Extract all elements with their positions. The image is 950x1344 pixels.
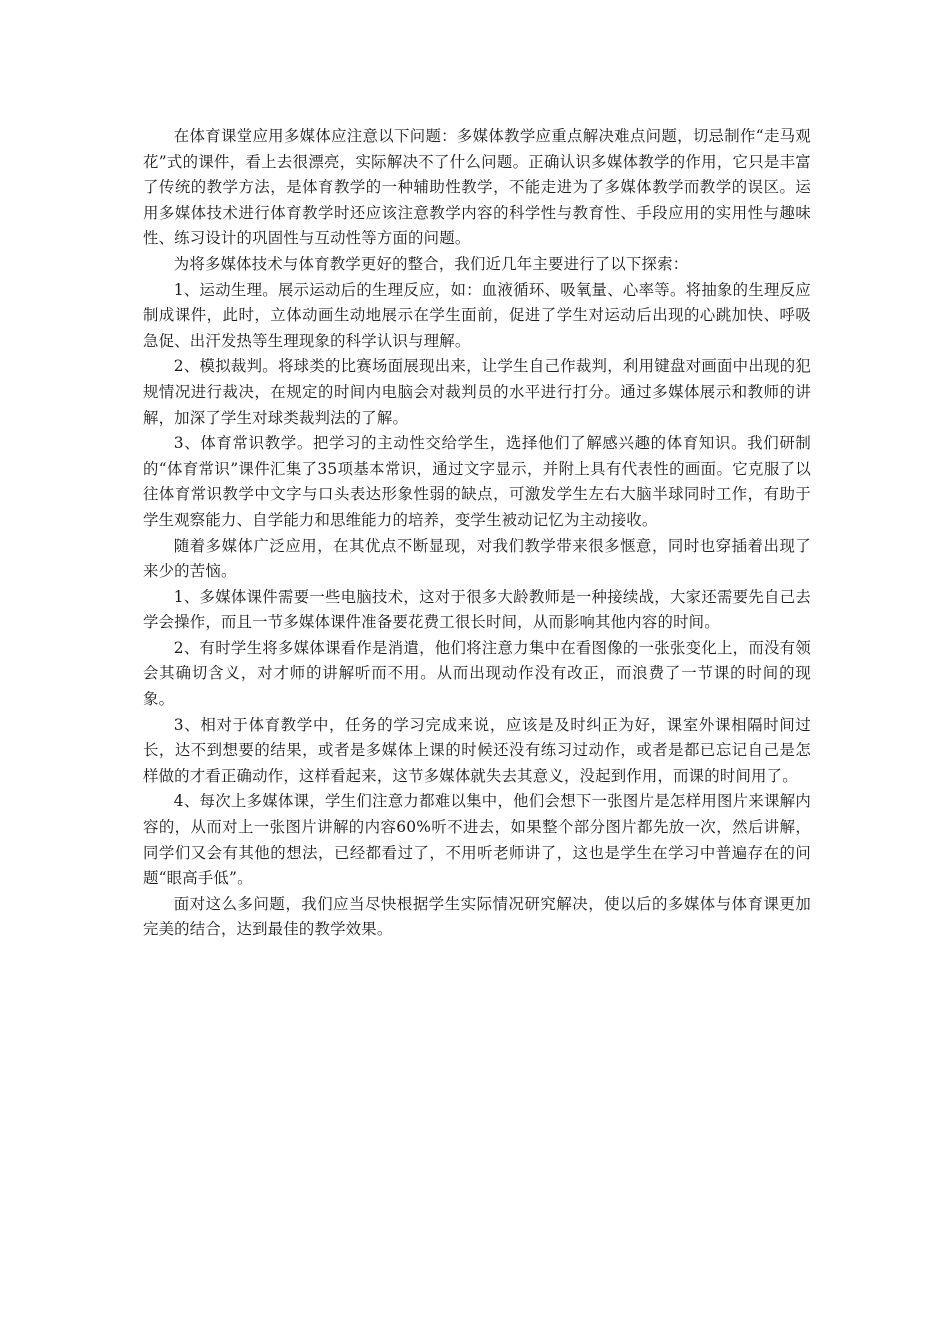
paragraph-problem-4: 4、每次上多媒体课，学生们注意力都难以集中，他们会想下一张图片是怎样用图片来课解内容的，从而对上一张图片讲解的内容60%听不进去，如果整个部分图片都先放一次，然后讲解，同学们又会有其他的想法，已经都看过了，不用听老师讲了，这也是学生在学习中普遍存在的问题“眼高手低”。 — [143, 792, 811, 888]
paragraph-exploration-lead: 为将多媒体技术与体育教学更好的整合，我们近几年主要进行了以下探索： — [173, 254, 689, 273]
paragraph-sports-knowledge: 3、体育常识教学。把学习的主动性交给学生，选择他们了解感兴趣的体育知识。我们研制的“体育常识”课件汇集了35项基本常识，通过文字显示，并附上具有代表性的画面。它克服了以往体育常识教学中文字与口头表达形象性弱的缺点，可激发学生左右大脑半球同时工作，有助于学生观察能力、自学能力和思维能力的培养，变学生被动记忆为主动接收。 — [143, 434, 811, 529]
paragraph-problem-1: 1、多媒体课件需要一些电脑技术，这对于很多大龄教师是一种接续战，大家还需要先自己去学会操作，而且一节多媒体课件准备要花费工很长时间，从而影响其他内容的时间。 — [143, 587, 811, 632]
paragraph-sport-physiology: 1、运动生理。展示运动后的生理反应，如：血液循环、吸氧量、心率等。将抽象的生理反应制成课件，此时，立体动画生动地展示在学生面前，促进了学生对运动后出现的心跳加快、呼吸急促、出汗发热等生理现象的科学认识与理解。 — [143, 280, 811, 350]
paragraph-intro: 在体育课堂应用多媒体应注意以下问题：多媒体教学应重点解决难点问题，切忌制作“走马观花”式的课件，看上去很漂亮，实际解决不了什么问题。正确认识多媒体教学的作用，它只是丰富了传统的教学方法，是体育教学的一种辅助性教学，不能走进为了多媒体教学而教学的误区。运用多媒体技术进行体育教学时还应该注意教学内容的科学性与教育性、手段应用的实用性与趣味性、练习设计的巩固性与互动性等方面的问题。 — [143, 127, 811, 248]
paragraph-problem-2: 2、有时学生将多媒体课看作是消遣，他们将注意力集中在看图像的一张张变化上，而没有领会其确切含义，对才师的讲解听而不用。从而出现动作没有改正，而浪费了一节课的时间的现象。 — [143, 638, 811, 709]
paragraph-conclusion: 面对这么多问题，我们应当尽快根据学生实际情况研究解决，使以后的多媒体与体育课更加完美的结合，达到最佳的教学效果。 — [143, 894, 811, 939]
paragraph-simulated-referee: 2、模拟裁判。将球类的比赛场面展现出来，让学生自己作裁判，利用键盘对画面中出现的犯规情况进行裁决，在规定的时间内电脑会对裁判员的水平进行打分。通过多媒体展示和教师的讲解，加深了学生对球类裁判法的了解。 — [143, 357, 811, 427]
paragraph-problems-lead: 随着多媒体广泛应用，在其优点不断显现，对我们教学带来很多惬意，同时也穿插着出现了来少的苦恼。 — [143, 536, 811, 581]
document-body — [143, 124, 811, 943]
paragraph-problem-3: 3、相对于体育教学中，任务的学习完成来说，应该是及时纠正为好，课室外课相隔时间过长，达不到想要的结果，或者是多媒体上课的时候还没有练习过动作，或者是都已忘记自己是怎样做的才看正确动作，这样看起来，这节多媒体就失去其意义，没起到作用，而课的时间用了。 — [143, 715, 811, 785]
